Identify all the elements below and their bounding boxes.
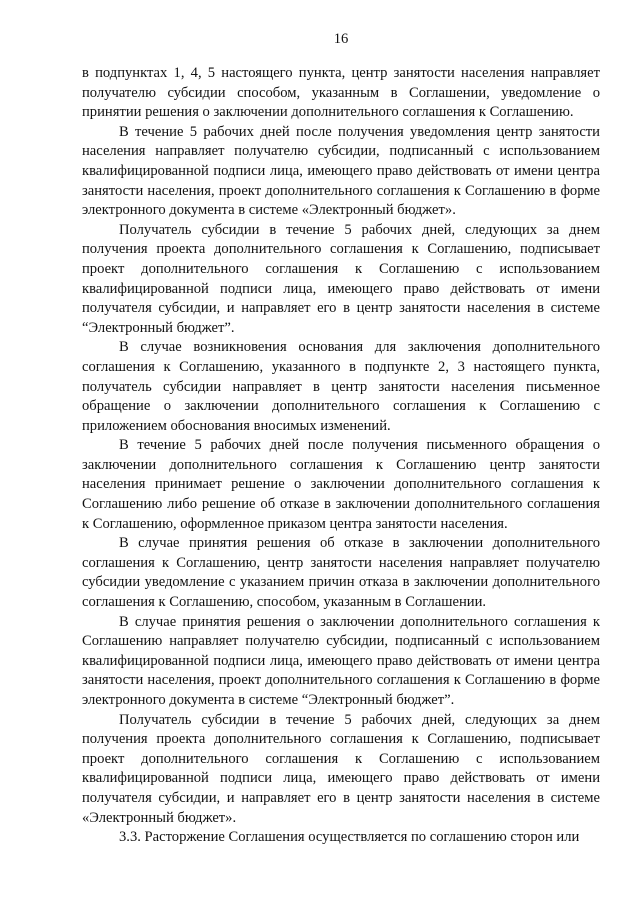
paragraph: В течение 5 рабочих дней после получения уведомления центр занятости населения направляет получателю субсидии, подписанный с использованием квалифицированной подписи лица, имеющего право действовать от имени центра занятости населения, проект дополнительного соглашения к Соглашению в форме электронного документа в системе «Электронный бюджет».: [82, 123, 600, 219]
paragraph: в подпунктах 1, 4, 5 настоящего пункта, центр занятости населения направляет получателю субсидии способом, указанным в Соглашении, уведомление о принятии решения о заключении дополнительного соглашения к Соглашению.: [82, 65, 600, 121]
paragraph: Получатель субсидии в течение 5 рабочих дней, следующих за днем получения проекта дополнительного соглашения к Соглашению, подписывает проект дополнительного соглашения к Соглашению с использованием квалифицированной подписи лица, имеющего право действовать от имени получателя субсидии, и направляет его в центр занятости населения в системе “Электронный бюджет”.: [82, 221, 600, 336]
paragraph: В случае возникновения основания для заключения дополнительного соглашения к Соглашению, указанного в подпункте 2, 3 настоящего пункта, получатель субсидии направляет в центр занятости населения письменное обращение о заключении дополнительного соглашения к Соглашению с приложением обоснования вносимых изменений.: [82, 339, 600, 434]
paragraph: 3.3. Расторжение Соглашения осуществляется по соглашению сторон или: [119, 829, 580, 846]
paragraph: В случае принятия решения о заключении дополнительного соглашения к Соглашению направляет получателю субсидии, подписанный с использованием квалифицированной подписи лица, имеющего право действовать от имени центра занятости населения, проект дополнительного соглашения к Соглашению в форме электронного документа в системе “Электронный бюджет”.: [82, 613, 600, 708]
paragraph: В случае принятия решения об отказе в заключении дополнительного соглашения к Соглашению, центр занятости населения направляет получателю субсидии уведомление с указанием причин отказа в заключении дополнительного соглашения к Соглашению, способом, указанным в Соглашении.: [82, 535, 600, 611]
paragraph: Получатель субсидии в течение 5 рабочих дней, следующих за днем получения проекта дополнительного соглашения к Соглашению, подписывает проект дополнительного соглашения к Соглашению с использованием квалифицированной подписи лица, имеющего право действовать от имени получателя субсидии, и направляет его в центр занятости населения в системе «Электронный бюджет».: [82, 711, 600, 826]
paragraph: В течение 5 рабочих дней после получения письменного обращения о заключении дополнительного соглашения к Соглашению центр занятости населения принимает решение о заключении дополнительного соглашения к Соглашению либо решение об отказе в заключении дополнительного соглашения к Соглашению, оформленное приказом центра занятости населения.: [82, 437, 600, 532]
page-number: 16: [333, 31, 349, 47]
